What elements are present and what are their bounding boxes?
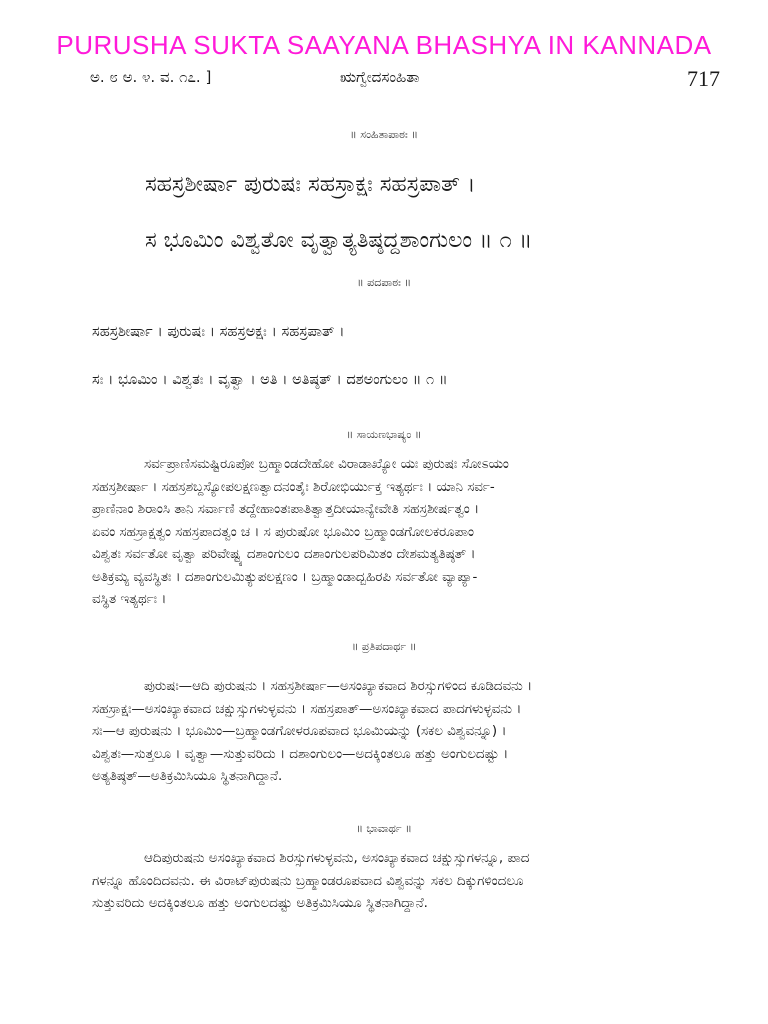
pratipadartha-line: ವಿಶ್ವತಃ—ಸುತ್ತಲೂ । ವೃತ್ವಾ—ಸುತ್ತುವರಿದು । ದಶಾಂಗುಲಂ—ಅದಕ್ಕಿಂತಲೂ ಹತ್ತು ಅಂಗುಲದಷ್ಟು । xyxy=(92,746,509,762)
samhita-heading: ॥ ಸಂಹಿತಾಪಾಠಃ ॥ xyxy=(350,128,418,141)
bhashya-line: ಸರ್ವಪ್ರಾಣಿಸಮಷ್ಟಿರೂಪೋ ಬ್ರಹ್ಮಾಂಡದೇಹೋ ವಿರಾಡಾಖ್ಯೋ ಯಃ ಪುರುಷಃ ಸೋಽಯಂ xyxy=(144,457,509,472)
document-banner-title: PURUSHA SUKTA SAAYANA BHASHYA IN KANNADA xyxy=(56,30,712,60)
page-number: 717 xyxy=(687,66,720,91)
bhavartha-paragraph xyxy=(92,848,682,916)
pratipadartha-line: ಸಃ—ಆ ಪುರುಷನು । ಭೂಮಿಂ—ಬ್ರಹ್ಮಾಂಡಗೋಳರೂಪವಾದ ಭೂಮಿಯನ್ನು (ಸಕಲ ವಿಶ್ವವನ್ನೂ) । xyxy=(92,724,507,739)
bhashya-line: ಏವಂ ಸಹಸ್ರಾಕ್ಷತ್ವಂ ಸಹಸ್ರಪಾದತ್ವಂ ಚ । ಸ ಪುರುಷೋ ಭೂಮಿಂ ಬ್ರಹ್ಮಾಂಡಗೋಲಕರೂಪಾಂ xyxy=(92,524,474,540)
bhashya-heading: ॥ ಸಾಯಣಭಾಷ್ಯಂ ॥ xyxy=(346,428,422,441)
pratipadartha-paragraph xyxy=(92,676,682,789)
samhita-line-2: ಸ ಭೂಮಿಂ ವಿಶ್ವತೋ ವೃತ್ವಾತ್ಯತಿಷ್ಠದ್ದಶಾಂಗುಲಂ ॥ ೧ ॥ xyxy=(145,228,533,253)
bhashya-line: ಸಹಸ್ರಶೀರ್ಷಾ । ಸಹಸ್ರಶಬ್ದಸ್ಯೋಪಲಕ್ಷಣತ್ವಾದನಂತೈಃ ಶಿರೋಭಿರ್ಯುಕ್ತ ಇತ್ಯರ್ಥಃ । ಯಾನಿ ಸರ್ವ- xyxy=(92,479,495,495)
bhavartha-line: ಆದಿಪುರುಷನು ಅಸಂಖ್ಯಾಕವಾದ ಶಿರಸ್ಸುಗಳುಳ್ಳವನು, ಅಸಂಖ್ಯಾಕವಾದ ಚಕ್ಷುಸ್ಸುಗಳನ್ನೂ, ಪಾದ xyxy=(144,851,530,866)
bhavartha-line: ಸುತ್ತುವರಿದು ಅದಕ್ಕಿಂತಲೂ ಹತ್ತು ಅಂಗುಲದಷ್ಟು ಅತಿಕ್ರಮಿಸಿಯೂ ಸ್ಥಿತನಾಗಿದ್ದಾನೆ. xyxy=(92,896,428,911)
pratipadartha-line: ಸಹಸ್ರಾಕ್ಷಃ—ಅಸಂಖ್ಯಾಕವಾದ ಚಕ್ಷುಸ್ಸುಗಳುಳ್ಳವನು । ಸಹಸ್ರಪಾತ್—ಅಸಂಖ್ಯಾಕವಾದ ಪಾದಗಳುಳ್ಳವನು । xyxy=(92,701,522,717)
padapatha-line-1: ಸಹಸ್ರಶೀರ್ಷಾ । ಪುರುಷಃ । ಸಹಸ್ರಅಕ್ಷಃ । ಸಹಸ್ರಪಾತ್ । xyxy=(92,324,345,340)
bhavartha-heading: ॥ ಭಾವಾರ್ಥ ॥ xyxy=(356,822,412,835)
bhashya-line: ವಿಶ್ವತಃ ಸರ್ವತೋ ವೃತ್ವಾ ಪರಿವೇಷ್ಟ್ಯ ದಶಾಂಗುಲಂ ದಶಾಂಗುಲಪರಿಮಿತಂ ದೇಶಮತ್ಯತಿಷ್ಠತ್ । xyxy=(92,547,476,562)
running-head xyxy=(90,66,720,90)
samhita-line-1: ಸಹಸ್ರಶೀರ್ಷಾ ಪುರುಷಃ ಸಹಸ್ರಾಕ್ಷಃ ಸಹಸ್ರಪಾತ್ । xyxy=(145,172,476,197)
pratipadartha-line: ಅತ್ಯತಿಷ್ಠತ್—ಅತಿಕ್ರಮಿಸಿಯೂ ಸ್ಥಿತನಾಗಿದ್ದಾನೆ. xyxy=(92,769,283,784)
pratipadartha-line: ಪುರುಷಃ—ಆದಿ ಪುರುಷನು । ಸಹಸ್ರಶೀರ್ಷಾ—ಅಸಂಖ್ಯಾಕವಾದ ಶಿರಸ್ಸುಗಳಿಂದ ಕೂಡಿದವನು । xyxy=(144,679,533,694)
padapatha-line-2: ಸಃ । ಭೂಮಿಂ । ವಿಶ್ವತಃ । ವೃತ್ವಾ । ಅತಿ । ಅತಿಷ್ಠತ್ । ದಶಅಂಗುಲಂ ॥ ೧ ॥ xyxy=(92,372,448,388)
bhashya-paragraph xyxy=(92,454,682,612)
bhashya-line: ಪ್ರಾಣಿನಾಂ ಶಿರಾಂಸಿ ತಾನಿ ಸರ್ವಾಣಿ ತದ್ದೇಹಾಂತಃಪಾತಿತ್ವಾತ್ತದೀಯಾನ್ಯೇವೇತಿ ಸಹಸ್ರಶೀರ್ಷತ್ವಂ । xyxy=(92,502,480,517)
bhavartha-line: ಗಳನ್ನೂ ಹೊಂದಿದವನು. ಈ ವಿರಾಟ್‌ಪುರುಷನು ಬ್ರಹ್ಮಾಂಡರೂಪವಾದ ವಿಶ್ವವನ್ನು ಸಕಲ ದಿಕ್ಕುಗಳಿಂದಲೂ xyxy=(92,873,524,889)
pratipadartha-heading: ॥ ಪ್ರತಿಪದಾರ್ಥ ॥ xyxy=(351,640,417,653)
padapatha-heading: ॥ ಪದಪಾಠಃ ॥ xyxy=(356,276,412,289)
bhashya-line: ವಸ್ಥಿತ ಇತ್ಯರ್ಥಃ । xyxy=(92,592,167,607)
bhashya-line: ಅತಿಕ್ರಮ್ಯ ವ್ಯವಸ್ಥಿತಃ । ದಶಾಂಗುಲಮಿತ್ಯುಪಲಕ್ಷಣಂ । ಬ್ರಹ್ಮಾಂಡಾದ್ಬಹಿರಪಿ ಸರ್ವತೋ ವ್ಯಾಪ್ಯಾ- xyxy=(92,569,478,585)
chapter-reference: ಅ. ೮ ಅ. ೪. ವ. ೧೭. ] xyxy=(90,68,212,86)
book-title: ಋಗ್ವೇದಸಂಹಿತಾ xyxy=(340,68,420,86)
